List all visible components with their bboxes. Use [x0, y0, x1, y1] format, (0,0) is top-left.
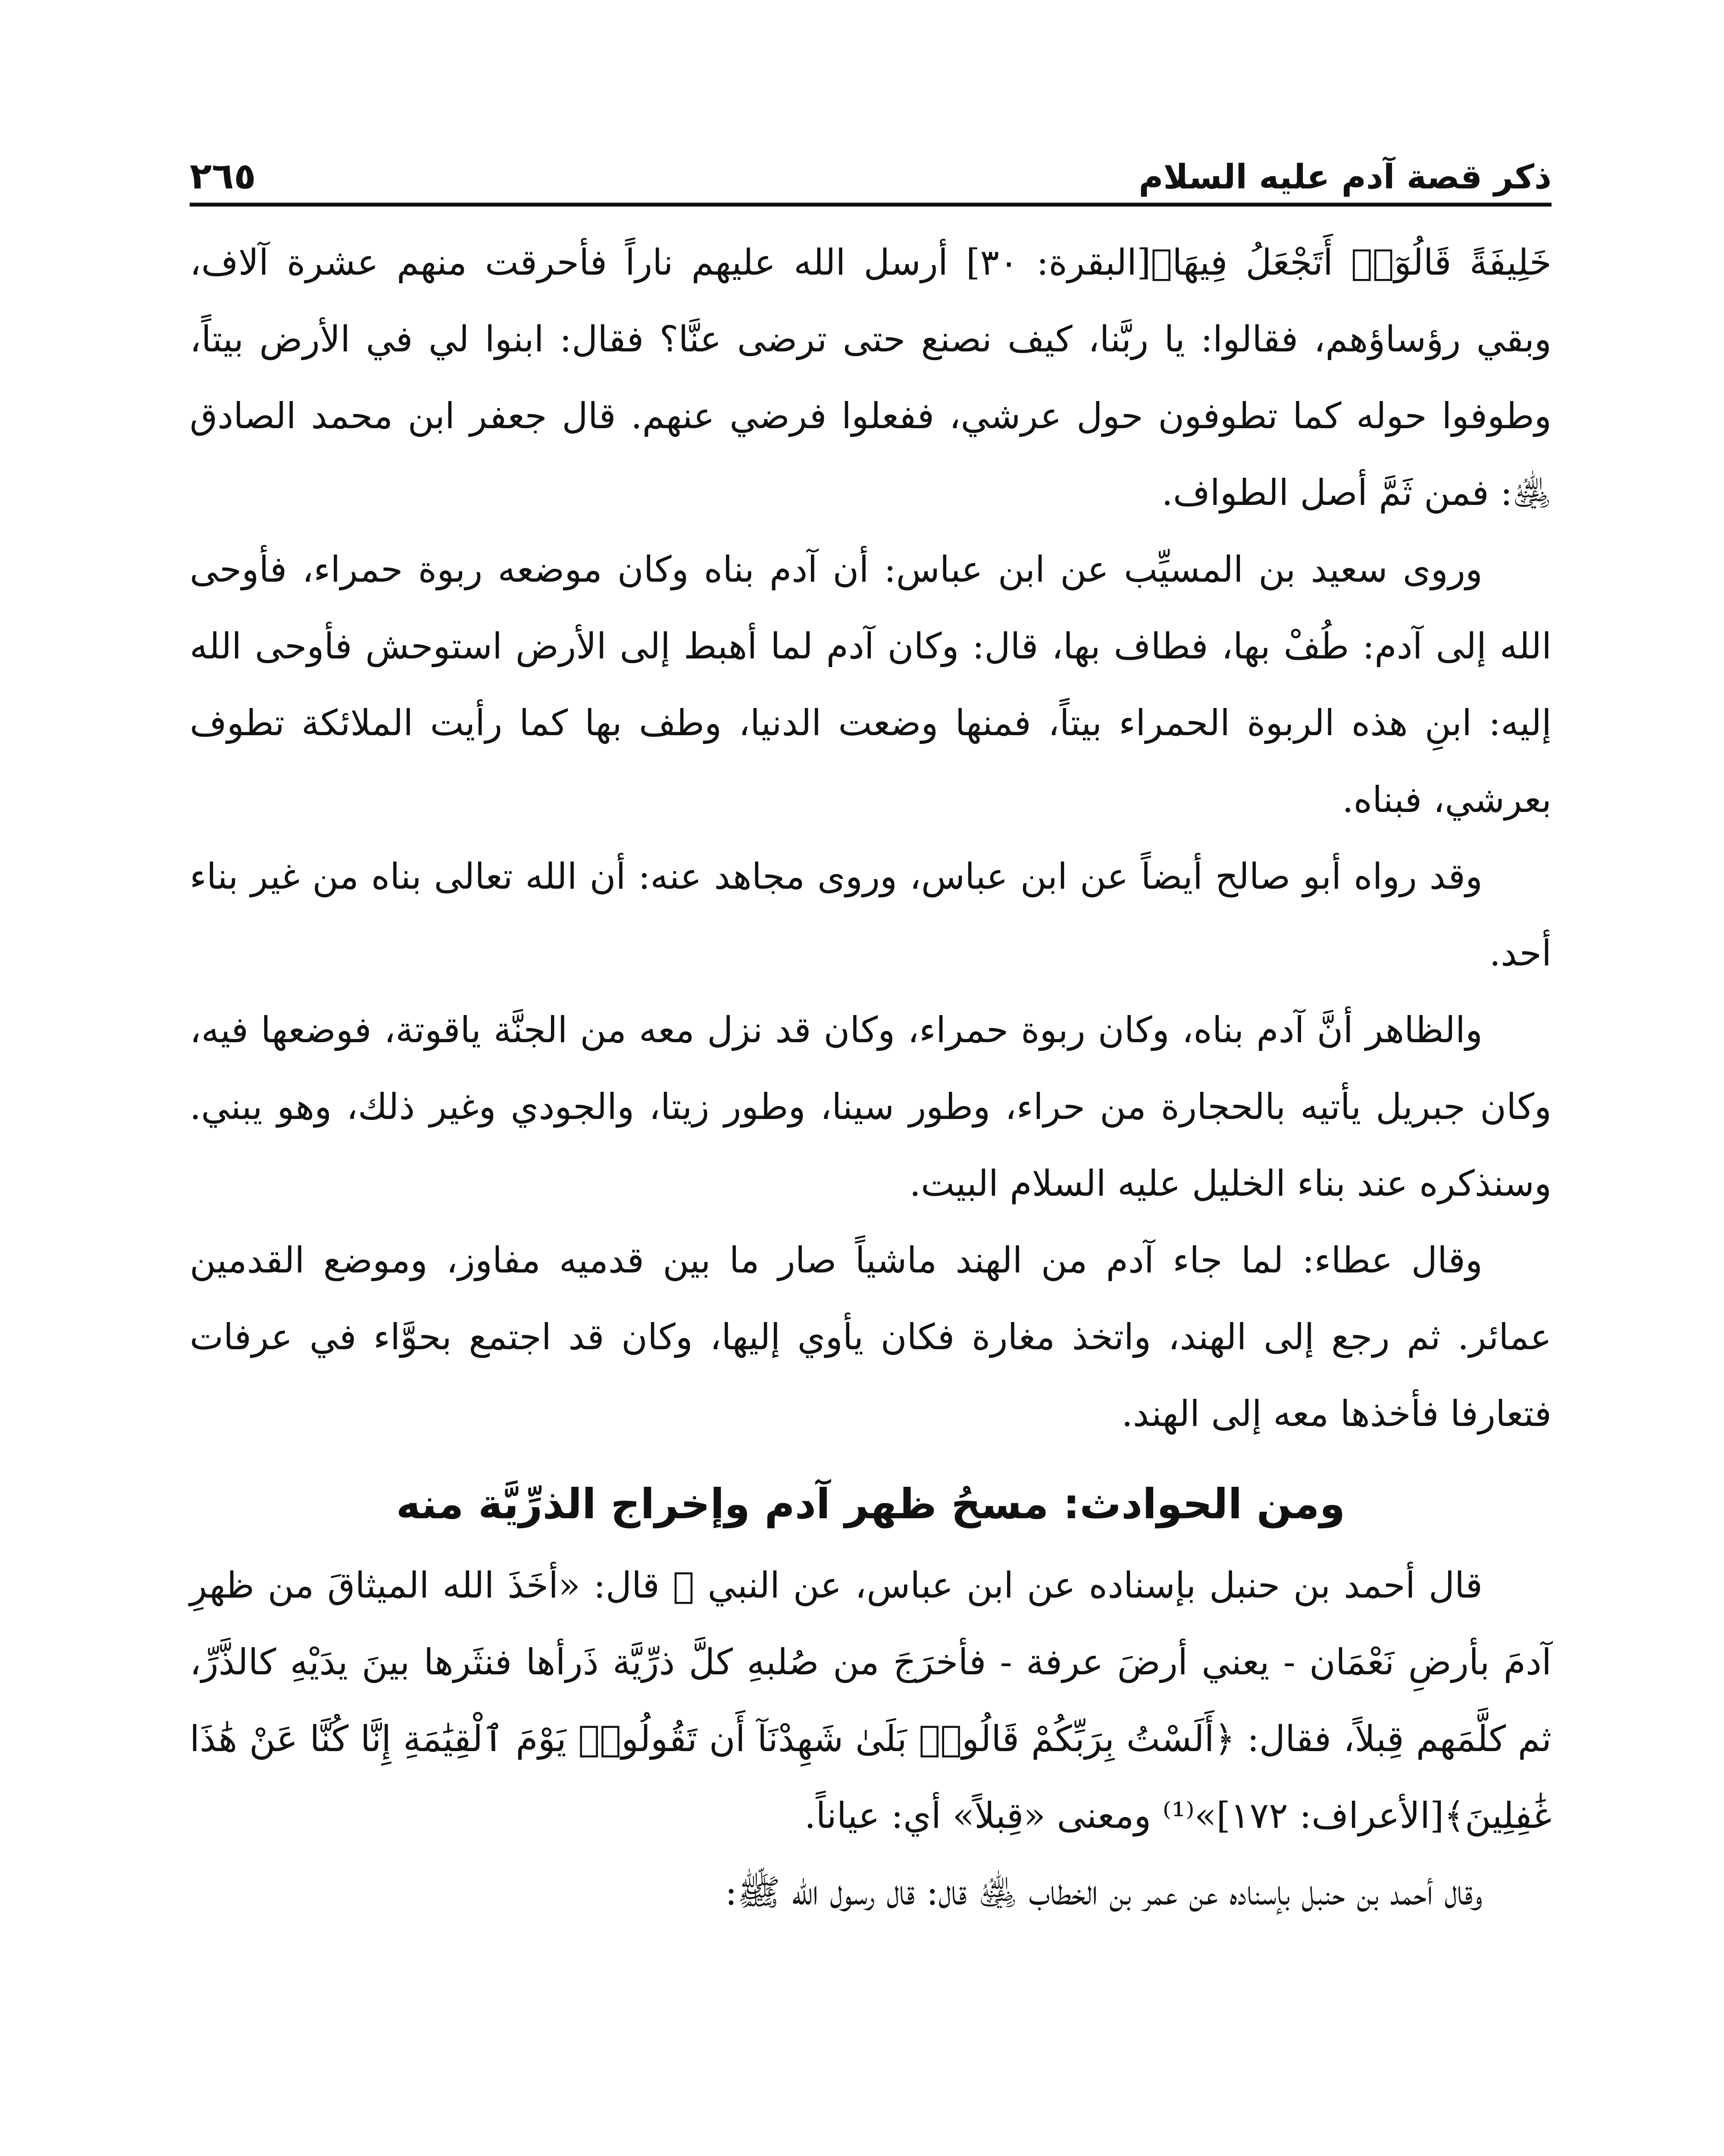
paragraph: خَلِيفَةً قَالُوٓا۟ أَتَجْعَلُ فِيهَا﴾[البقرة: ٣٠] أرسل الله عليهم ناراً فأحرقت منهم عشرة آلاف، وبقي رؤساؤهم، فقالوا: يا ربَّنا، كيف نصنع حتى ترضى عنَّا؟ فقال: ابنوا لي في الأرض بيتاً، وطوفوا حوله كما تطوفون حول عرشي، ففعلوا فرضي عنهم. قال جعفر ابن محمد الصادق ﵁: فمن ثَمَّ أصل الطواف.: [190, 241, 1552, 514]
paragraph: وقال أحمد بن حنبل بإسناده عن عمر بن الخطاب ﵁ قال: قال رسول الله ﷺ:: [725, 1871, 1483, 1913]
page-header: [190, 108, 1552, 197]
main-text: [190, 224, 1552, 1931]
running-title: ذكر قصة آدم عليه السلام: [1139, 158, 1552, 197]
paragraph: وقال عطاء: لما جاء آدم من الهند ماشياً صار ما بين قدميه مفاوز، وموضع القدمين عمائر. ثم رجع إلى الهند، واتخذ مغارة فكان يأوي إليها، وكان قد اجتمع بحوَّاء في عرفات فتعارفا فأخذها معه إلى الهند.: [190, 1239, 1552, 1435]
paragraph: وروى سعيد بن المسيِّب عن ابن عباس: أن آدم بناه وكان موضعه ربوة حمراء، فأوحى الله إلى آدم: طُفْ بها، فطاف بها، قال: وكان آدم لما أهبط إلى الأرض استوحش فأوحى الله إليه: ابنِ هذه الربوة الحمراء بيتاً، فمنها وضعت الدنيا، وطف بها كما رأيت الملائكة تطوف بعرشي، فبناه.: [190, 548, 1552, 821]
paragraph: قال أحمد بن حنبل بإسناده عن ابن عباس، عن النبي ﷺ قال: «أخَذَ الله الميثاقَ من ظهرِ آدمَ بأرضِ نَعْمَان - يعني أرضَ عرفة - فأخرَجَ من صُلبهِ كلَّ ذرِّيَّة ذَرأها فنثَرها بينَ يدَيْهِ كالذَّرِّ، ثم كلَّمَهم قِبلاً، فقال: ﴿أَلَسْتُ بِرَبِّكُمْ قَالُوا۟ بَلَىٰ شَهِدْنَآ أَن تَقُولُوا۟ يَوْمَ ٱلْقِيَٰمَةِ إِنَّا كُنَّا عَنْ هَٰذَا غَٰفِلِينَ﴾[الأعراف: ١٧٢]»⁽¹⁾ ومعنى «قِبلاً» أي: عياناً.: [190, 1564, 1552, 1836]
page-number: ٢٦٥: [190, 155, 256, 197]
paragraph: وقد رواه أبو صالح أيضاً عن ابن عباس، وروى مجاهد عنه: أن الله تعالى بناه من غير بناء أحد.: [190, 856, 1552, 974]
header-divider: [190, 203, 1552, 207]
section-heading: ومن الحوادث: مسحُ ظهر آدم وإخراج الذرِّيَّة منه: [396, 1480, 1345, 1528]
paragraph: والظاهر أنَّ آدم بناه، وكان ربوة حمراء، وكان قد نزل معه من الجنَّة ياقوتة، فوضعها فيه، وكان جبريل يأتيه بالحجارة من حراء، وطور سينا، وطور زيتا، والجودي وغير ذلك، وهو يبني. وسنذكره عند بناء الخليل عليه السلام البيت.: [190, 1009, 1552, 1204]
